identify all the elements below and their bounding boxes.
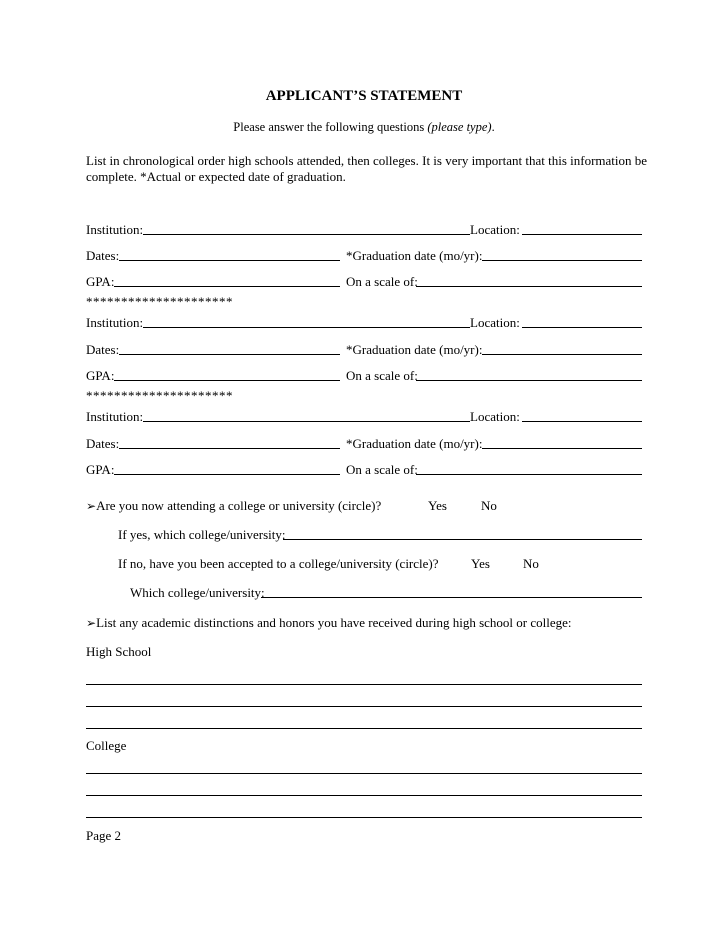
separator-1: ********************* [86, 294, 233, 309]
college-heading: College [86, 738, 127, 753]
grad-date-label-3: *Graduation date (mo/yr): [346, 436, 483, 451]
institution-label-3: Institution: [86, 409, 144, 424]
arrow-bullet-icon: ➢ [86, 499, 97, 513]
institution-label-1: Institution: [86, 222, 144, 237]
college-line-1[interactable] [86, 773, 642, 774]
honors-question [86, 615, 572, 631]
gpa-label-3: GPA: [86, 462, 115, 477]
if-yes-label: If yes, which college/university: [118, 527, 286, 542]
subtitle-end: . [491, 120, 495, 134]
grad-date-field-3[interactable] [482, 448, 642, 449]
which-college-field[interactable] [261, 597, 642, 598]
location-label-3: Location: [470, 409, 520, 424]
subtitle-main: Please answer the following questions [233, 120, 428, 134]
dates-label-1: Dates: [86, 248, 120, 263]
grad-date-field-1[interactable] [482, 260, 642, 261]
location-field-3[interactable] [522, 421, 642, 422]
dates-field-2[interactable] [119, 354, 340, 355]
accepted-yes-option[interactable]: Yes [471, 556, 490, 571]
gpa-field-2[interactable] [114, 380, 340, 381]
high-school-line-2[interactable] [86, 706, 642, 707]
grad-date-label-2: *Graduation date (mo/yr): [346, 342, 483, 357]
high-school-line-1[interactable] [86, 684, 642, 685]
institution-field-1[interactable] [143, 234, 470, 235]
dates-field-3[interactable] [119, 448, 340, 449]
attending-yes-option[interactable]: Yes [428, 498, 447, 513]
institution-field-3[interactable] [143, 421, 470, 422]
separator-2: ********************* [86, 388, 233, 403]
grad-date-label-1: *Graduation date (mo/yr): [346, 248, 483, 263]
dates-label-2: Dates: [86, 342, 120, 357]
dates-field-1[interactable] [119, 260, 340, 261]
if-no-question: If no, have you been accepted to a college/university (circle)? [118, 556, 439, 571]
gpa-field-1[interactable] [114, 286, 340, 287]
if-yes-college-field[interactable] [283, 539, 642, 540]
scale-label-2: On a scale of: [346, 368, 418, 383]
subtitle-emphasis: (please type) [427, 120, 492, 134]
gpa-field-3[interactable] [114, 474, 340, 475]
location-field-1[interactable] [522, 234, 642, 235]
location-label-2: Location: [470, 315, 520, 330]
scale-field-1[interactable] [416, 286, 642, 287]
attending-no-option[interactable]: No [481, 498, 497, 513]
college-line-3[interactable] [86, 817, 642, 818]
instructions-subtitle [0, 120, 728, 135]
college-line-2[interactable] [86, 795, 642, 796]
scale-label-1: On a scale of: [346, 274, 418, 289]
dates-label-3: Dates: [86, 436, 120, 451]
attending-question-text: Are you now attending a college or university (circle)? [96, 498, 382, 513]
page-title: APPLICANT’S STATEMENT [265, 88, 463, 104]
gpa-label-1: GPA: [86, 274, 115, 289]
attending-question [86, 498, 381, 514]
scale-label-3: On a scale of: [346, 462, 418, 477]
grad-date-field-2[interactable] [482, 354, 642, 355]
gpa-label-2: GPA: [86, 368, 115, 383]
page-number: Page 2 [86, 828, 122, 843]
intro-paragraph: List in chronological order high schools attended, then colleges. It is very important that this information be complete. *Actual or expected date of graduation. [86, 153, 648, 184]
accepted-no-option[interactable]: No [523, 556, 539, 571]
arrow-bullet-icon-2: ➢ [86, 616, 97, 630]
which-college-label: Which college/university: [130, 585, 265, 600]
institution-field-2[interactable] [143, 327, 470, 328]
location-label-1: Location: [470, 222, 520, 237]
scale-field-2[interactable] [416, 380, 642, 381]
location-field-2[interactable] [522, 327, 642, 328]
institution-label-2: Institution: [86, 315, 144, 330]
high-school-line-3[interactable] [86, 728, 642, 729]
honors-question-text: List any academic distinctions and honors you have received during high school or college: [96, 615, 572, 630]
scale-field-3[interactable] [416, 474, 642, 475]
high-school-heading: High School [86, 644, 152, 659]
